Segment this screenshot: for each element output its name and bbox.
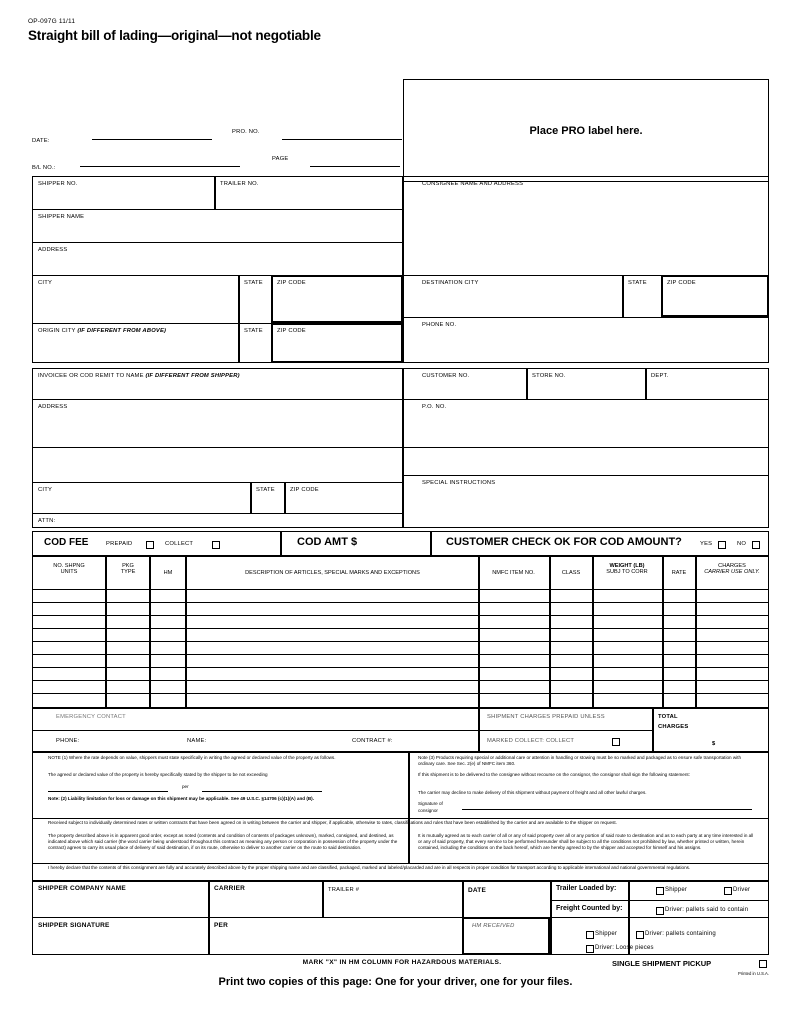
form-code: OP-097G 11/11 xyxy=(28,18,76,25)
origin-city-note: (IF DIFFERENT FROM ABOVE) xyxy=(77,328,167,334)
hm-received-shipper-label: Shipper xyxy=(595,931,618,937)
hm-received-shipper-checkbox[interactable] xyxy=(586,931,594,939)
consignor-signature-input[interactable] xyxy=(462,809,752,810)
shipper-signature-label: SHIPPER SIGNATURE xyxy=(38,922,110,929)
divider xyxy=(652,708,654,752)
goods-table xyxy=(32,556,769,708)
divider xyxy=(662,556,664,708)
invoicee-title-note: (IF DIFFERENT FROM SHIPPER) xyxy=(145,373,240,379)
single-shipment-pickup-checkbox[interactable] xyxy=(759,960,767,968)
note-3c: The carrier may decline to make delivery of this shipment without payment of freight and all other lawful charges. xyxy=(418,790,647,795)
destination-city-label: DESTINATION CITY xyxy=(422,280,479,286)
divider xyxy=(622,275,624,317)
divider xyxy=(214,176,216,209)
cod-prepaid-label: PREPAID xyxy=(106,541,133,547)
col-header-rate: RATE xyxy=(671,570,687,576)
col-header-description: DESCRIPTION OF ARTICLES, SPECIAL MARKS AND EXCEPTIONS xyxy=(245,570,420,576)
divider xyxy=(32,242,403,243)
consignee-name-address-label: CONSIGNEE NAME AND ADDRESS xyxy=(422,181,524,187)
trailer-loaded-shipper-checkbox[interactable] xyxy=(656,887,664,895)
note-1 xyxy=(48,755,400,761)
divider xyxy=(32,482,403,483)
special-instructions-label: SPECIAL INSTRUCTIONS xyxy=(422,480,496,486)
pro-no-input[interactable] xyxy=(282,139,402,140)
freight-counted-driver-pallets-checkbox[interactable] xyxy=(656,907,664,915)
driver-pallets-containing-label: Driver: pallets containing xyxy=(645,931,716,937)
customer-no-label: CUSTOMER NO. xyxy=(422,373,470,379)
consignee-block xyxy=(403,176,769,363)
emergency-name-label: NAME: xyxy=(187,738,207,744)
hm-received-driver-loose-label: Driver: Loose pieces xyxy=(595,945,654,951)
origin-zip-label: ZIP CODE xyxy=(277,328,306,334)
cod-amt-label: COD AMT $ xyxy=(297,536,358,548)
divider xyxy=(322,881,324,917)
divider xyxy=(32,730,478,731)
divider xyxy=(408,752,410,818)
charges-prepaid-unless-label: SHIPMENT CHARGES PREPAID UNLESS xyxy=(487,714,605,720)
divider xyxy=(238,323,240,363)
divider xyxy=(550,900,769,901)
date-label: DATE: xyxy=(32,138,50,144)
consignor-label: consignor xyxy=(418,808,438,813)
col-header-units-2: UNITS xyxy=(60,569,78,576)
total-charges-dollar: $ xyxy=(712,741,716,747)
divider xyxy=(32,917,769,918)
divider xyxy=(403,447,769,448)
note-1-text: NOTE (1) Where the rate depends on value, shippers must state specifically in writing the agreed or declared value of the property as follows. xyxy=(48,755,336,760)
pro-no-label: PRO. NO. xyxy=(232,129,260,135)
hereby-declare-text: I hereby declare that the contents of this consignment are fully and accurately described above by the proper shipping name and are classified, packaged, marked and labeled/placarded and are in all respects in proper condition for transport according to applicable international and national governmental regulations. xyxy=(48,865,691,870)
divider xyxy=(403,317,769,318)
col-header-weight xyxy=(594,563,660,576)
invoicee-city-label: CITY xyxy=(38,487,53,493)
origin-state-label: STATE xyxy=(244,328,263,334)
divider xyxy=(250,482,252,513)
cod-yes-label: YES xyxy=(700,541,713,547)
mark-x-note: MARK "X" IN HM COLUMN FOR HAZARDOUS MATERIALS. xyxy=(302,959,502,966)
hm-received-label: HM RECEIVED xyxy=(472,923,515,929)
destination-state-label: STATE xyxy=(628,280,647,286)
signature-of-label: Signature of xyxy=(418,801,443,806)
hm-column-right xyxy=(185,556,187,708)
note-3b: If this shipment is to be delivered to the consignee without recourse on the consignor, the consignor shall sign the following statement: xyxy=(418,772,690,777)
invoicee-state-label: STATE xyxy=(256,487,275,493)
col-header-charges-2: CARRIER USE ONLY. xyxy=(704,569,760,576)
divider xyxy=(526,368,528,399)
cod-collect-label: COLLECT xyxy=(165,541,194,547)
single-shipment-pickup-label: SINGLE SHIPMENT PICKUP xyxy=(612,959,712,968)
mutually-agreed-text: It is mutually agreed as to each carrier of all or any of said property over all or any portion of said route to destination and as to each party at any time interested in all or any of said property, that every service to be performed hereunder shall be subject to all the conditions not prohibited by law, whether printed or written, herein contained, including the conditions on the back hereof, which are hereby agreed to by the shipper and accepted for himself and his assigns. xyxy=(418,833,754,851)
col-header-pkg-1: PKG xyxy=(122,563,134,569)
divider xyxy=(32,399,403,400)
carrier-label: CARRIER xyxy=(214,885,246,892)
page-input[interactable] xyxy=(310,166,400,167)
date-label-sig: DATE xyxy=(468,887,487,894)
printed-in-usa: Printed in U.S.A. xyxy=(738,971,769,976)
divider xyxy=(592,556,594,708)
trailer-loaded-driver-label: Driver xyxy=(733,887,751,893)
driver-pallets-containing-checkbox[interactable] xyxy=(636,931,644,939)
hm-received-driver-loose-checkbox[interactable] xyxy=(586,945,594,953)
bl-row xyxy=(32,156,412,174)
invoicee-title-text: INVOICEE OR COD REMIT TO NAME xyxy=(38,373,144,379)
date-input[interactable] xyxy=(92,139,212,140)
col-header-weight-1: WEIGHT (LB) xyxy=(609,563,645,569)
bl-no-input[interactable] xyxy=(80,166,240,167)
invoicee-address-label: ADDRESS xyxy=(38,404,68,410)
col-header-weight-2: SUBJ TO CORR xyxy=(606,569,648,576)
total-charges-label-1: TOTAL xyxy=(658,714,678,720)
pro-label-box[interactable] xyxy=(403,79,769,182)
divider xyxy=(32,602,769,603)
dept-label: DEPT. xyxy=(651,373,669,379)
date-row xyxy=(32,129,412,147)
note-3: Note (3) Products requiring special or additional care or attention in handling or stowing must be so marked and packaged as to ensure safe transportation with ordinary care. See Sec. 2(e) of NMFC item 360. xyxy=(418,755,742,767)
shipper-address-label: ADDRESS xyxy=(38,247,68,253)
divider xyxy=(550,881,552,955)
collect-text: COLLECT xyxy=(545,738,575,744)
cod-check-ok-label: CUSTOMER CHECK OK FOR COD AMOUNT? xyxy=(446,536,682,548)
declared-value-input[interactable] xyxy=(48,791,168,792)
divider xyxy=(32,628,769,629)
shipper-name-label: SHIPPER NAME xyxy=(38,214,85,220)
divider xyxy=(32,693,769,694)
divider xyxy=(280,531,282,556)
divider xyxy=(549,556,551,708)
divider xyxy=(403,475,769,476)
divider xyxy=(32,513,403,514)
received-subject-text: Received subject to individually determined rates or written contracts that have been agreed on in writing between the carrier and shipper, if applicable, otherwise to rates, classifications and rules that have been established by the carrier and are available to the shipper on request. xyxy=(48,820,617,825)
invoicee-title xyxy=(38,373,240,379)
divider xyxy=(32,615,769,616)
divider xyxy=(32,209,403,210)
col-header-charges-1: CHARGES xyxy=(718,563,746,569)
shipper-zip-label: ZIP CODE xyxy=(277,280,306,286)
pro-label-text: Place PRO label here. xyxy=(529,124,643,137)
divider xyxy=(403,399,769,400)
form-body xyxy=(22,51,769,976)
invoicee-zip-label: ZIP CODE xyxy=(290,487,319,493)
origin-city-label xyxy=(38,328,166,334)
divider xyxy=(32,447,403,448)
marked-collect-label xyxy=(487,738,574,744)
emergency-contract-label: CONTRACT #: xyxy=(352,738,393,744)
divider xyxy=(645,368,647,399)
declared-value-per-input[interactable] xyxy=(202,791,322,792)
shipper-no-label: SHIPPER NO. xyxy=(38,181,78,187)
note-1b xyxy=(48,772,400,778)
divider xyxy=(478,556,480,708)
divider xyxy=(430,531,432,556)
trailer-loaded-by-label: Trailer Loaded by: xyxy=(556,885,617,892)
note-1b-text: The agreed or declared value of the property is hereby specifically stated by the shipper to be not exceeding xyxy=(48,772,268,777)
emergency-phone-label: PHONE: xyxy=(56,738,80,744)
col-header-charges xyxy=(697,563,767,576)
cod-fee-label: COD FEE xyxy=(44,537,89,548)
emergency-contact-label: EMERGENCY CONTACT xyxy=(56,714,126,720)
shipper-company-name-label: SHIPPER COMPANY NAME xyxy=(38,885,126,892)
cod-prepaid-checkbox[interactable] xyxy=(146,541,154,549)
divider xyxy=(32,667,769,668)
page-title: Straight bill of lading—original—not negotiable xyxy=(28,28,321,43)
marked-collect-checkbox[interactable] xyxy=(612,738,620,746)
divider xyxy=(32,863,769,864)
store-no-label: STORE NO. xyxy=(532,373,566,379)
origin-city-text: ORIGIN CITY xyxy=(38,328,76,334)
trailer-no-label: TRAILER NO. xyxy=(220,181,259,187)
divider xyxy=(32,818,769,819)
cod-no-checkbox[interactable] xyxy=(752,541,760,549)
invoicee-block xyxy=(32,368,403,528)
trailer-loaded-shipper-label: Shipper xyxy=(665,887,688,893)
property-described-text: The property described above is in apparent good order, except as noted (contents and condition of contents of packages unknown), marked, consigned, and destined, as indicated above which said carrier (the word carrier being understood throughout this contract as meaning any person or corporation in possession of the property under the contract) agrees to carry its usual place of delivery of said destination, if on its route, otherwise to deliver to another carrier on the route to said destination. xyxy=(48,833,398,851)
divider xyxy=(284,482,286,513)
cod-collect-checkbox[interactable] xyxy=(212,541,220,549)
cod-no-label: NO xyxy=(737,541,747,547)
trailer-hash-label: TRAILER # xyxy=(328,887,360,893)
invoicee-attn-label: ATTN: xyxy=(38,518,56,524)
col-header-units-1: NO. SHPNG xyxy=(53,563,85,569)
footer-note: Print two copies of this page: One for your driver, one for your files. xyxy=(218,976,573,988)
col-header-pkg-2: TYPE xyxy=(120,569,136,576)
divider xyxy=(32,589,769,590)
freight-counted-by-label: Freight Counted by: xyxy=(556,905,623,912)
divider xyxy=(628,881,630,917)
shipper-state-label: STATE xyxy=(244,280,263,286)
col-header-class: CLASS xyxy=(561,570,581,576)
total-charges-label-2: CHARGES xyxy=(658,724,689,730)
divider xyxy=(478,730,652,731)
shipper-city-label: CITY xyxy=(38,280,53,286)
po-no-label: P.O. NO. xyxy=(422,404,447,410)
divider xyxy=(105,556,107,708)
freight-counted-driver-pallets-label: Driver: pallets said to contain xyxy=(665,907,749,913)
marked-collect-text: MARKED COLLECT: xyxy=(487,738,545,744)
note-2: Note: (2) Liability limitation for loss or damage on this shipment may be applicable. See 49 U.S.C. §14706 (c)(1)(A) and (B). xyxy=(48,796,314,801)
divider xyxy=(32,654,769,655)
consignee-phone-label: PHONE NO. xyxy=(422,322,457,328)
divider xyxy=(208,881,210,955)
divider xyxy=(32,680,769,681)
divider xyxy=(32,641,769,642)
col-header-hm: HM xyxy=(163,570,173,576)
note-1-per: per xyxy=(182,784,189,789)
page-label: PAGE xyxy=(272,156,289,162)
col-header-nmfc: NMFC ITEM NO. xyxy=(492,570,535,576)
destination-zip-label: ZIP CODE xyxy=(667,280,696,286)
divider xyxy=(695,556,697,708)
bl-no-label: B/L NO.: xyxy=(32,165,56,171)
per-label: PER xyxy=(214,922,228,929)
trailer-loaded-driver-checkbox[interactable] xyxy=(724,887,732,895)
col-header-units xyxy=(36,563,102,576)
divider xyxy=(238,275,240,323)
cod-yes-checkbox[interactable] xyxy=(718,541,726,549)
hm-column-left xyxy=(149,556,151,708)
col-header-pkg xyxy=(108,563,148,576)
customer-block xyxy=(403,368,769,528)
